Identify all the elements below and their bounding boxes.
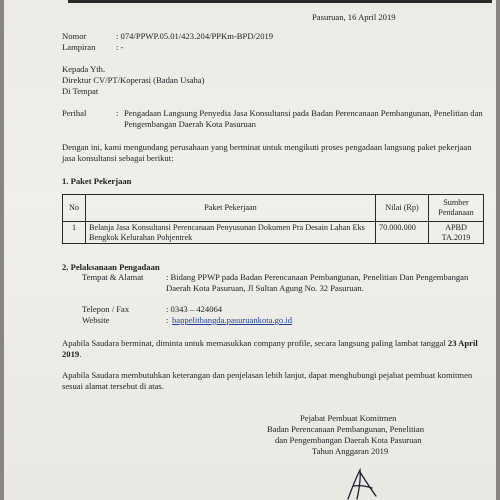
- website-label: Website: [82, 315, 110, 325]
- tempat-value: : Bidang PPWP pada Badan Perencanaan Pembangunan, Penelitian Dan Pengembangan Daerah Kota Pasuruan, Jl Sultan Agung No. 32 Pasuruan.: [166, 272, 469, 293]
- intro-paragraph: Dengan ini, kami mengundang perusahaan yang berminat untuk mengikuti proses pengadaan langsung paket pekerjaan jasa konsultansi sebagai berikut:: [62, 142, 472, 163]
- col-nilai: Nilai (Rp): [376, 195, 429, 222]
- place-date: Pasuruan, 16 April 2019: [312, 12, 396, 22]
- cell-sumber: APBD TA.2019: [429, 222, 484, 244]
- table-header-row: [63, 195, 484, 222]
- handwritten-signature: [342, 466, 382, 500]
- col-no: No: [63, 195, 86, 222]
- section-1-title: 1. Paket Pekerjaan: [62, 176, 132, 186]
- website-colon: :: [166, 315, 169, 325]
- signature-line-4: Tahun Anggaran 2019: [312, 446, 389, 456]
- cell-paket: Belanja Jasa Konsultansi Perencanaan Penyusunan Dokumen Pra Desain Lahan Eks Bengkok Kelurahan Pohjentrek: [86, 222, 376, 244]
- lampiran-label: Lampiran: [62, 42, 96, 52]
- website-link[interactable]: bappelitbangda.pasuruankota.go.id: [172, 315, 293, 325]
- work-package-table: [62, 194, 484, 244]
- signature-line-2: Badan Perencanaan Pembangunan, Penelitian: [267, 424, 425, 434]
- perihal-label: Perihal: [62, 108, 87, 118]
- section-2-title: 2. Pelaksanaan Pengadaan: [62, 262, 160, 272]
- perihal-text: Pengadaan Langsung Penyedia Jasa Konsultansi pada Badan Perencanaan Pembangunan, Penelitian dan Pengembangan Daerah Kota Pasuruan: [124, 108, 483, 129]
- location: Di Tempat: [62, 86, 99, 96]
- lampiran-value: : -: [116, 42, 124, 52]
- kepada: Kepada Yth.: [62, 64, 106, 74]
- cell-nilai: 70.000.000: [376, 222, 429, 244]
- deadline-period: .: [79, 348, 82, 359]
- letter-page: [4, 0, 496, 500]
- nomor-label: Nomor: [62, 31, 87, 41]
- tempat-label: Tempat & Alamat: [82, 272, 144, 282]
- telepon-value: : 0343 – 424064: [166, 304, 223, 314]
- col-sumber: Sumber Pendanaan: [429, 195, 484, 222]
- cell-no: 1: [63, 222, 86, 244]
- signature-line-1: Pejabat Pembuat Komitmen: [300, 413, 397, 423]
- recipient: Direktur CV/PT/Koperasi (Badan Usaha): [62, 75, 205, 85]
- perihal-colon: :: [116, 108, 119, 118]
- nomor-value: : 074/PPWP.05.01/423.204/PPKm-BPD/2019: [116, 31, 274, 41]
- paragraph-contact: Apabila Saudara membutuhkan keterangan dan penjelasan lebih lanjut, dapat menghubungi pejabat pembuat komitmen sesuai alamat tersebut di atas.: [62, 370, 473, 391]
- col-paket: Paket Pekerjaan: [86, 195, 376, 222]
- signature-line-3: dan Pengembangan Daerah Kota Pasuruan: [275, 435, 422, 445]
- deadline-date: 23 April 2019: [62, 338, 478, 359]
- deadline-text: Apabila Saudara berminat, diminta untuk memasukkan company profile, secara langsung paling lambat tanggal: [62, 338, 446, 348]
- paragraph-deadline: [62, 338, 486, 359]
- table-row: [63, 222, 484, 244]
- telepon-label: Telepon / Fax: [82, 304, 130, 314]
- header-rule: [68, 0, 492, 3]
